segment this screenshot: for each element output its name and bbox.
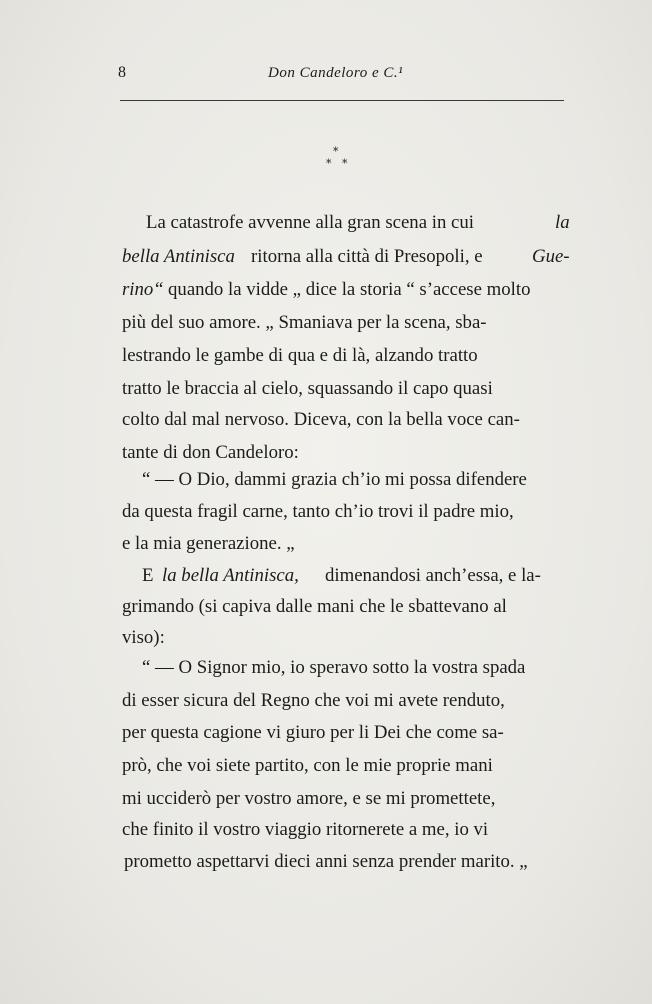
text-run: La catastrofe avvenne alla gran scena in cui [146, 212, 474, 233]
text-run: grimando (si capiva dalle mani che le sbattevano al [122, 596, 507, 617]
text-run: per questa cagione vi giuro per li Dei che come sa- [122, 722, 504, 743]
text-run: “ quando la vidde „ dice la storia “ s’accese molto [155, 279, 531, 300]
text-run-italic: rino [122, 279, 154, 300]
text-run: prò, che voi siete partito, con le mie proprie mani [122, 755, 493, 776]
header-rule [120, 100, 564, 101]
text-run: colto dal mal nervoso. Diceva, con la bella voce can- [122, 409, 520, 430]
asterism-star: * [333, 145, 339, 158]
text-run: di esser sicura del Regno che voi mi avete renduto, [122, 690, 505, 711]
text-run: “ — O Signor mio, io speravo sotto la vostra spada [142, 657, 526, 678]
asterism-star: * [342, 157, 348, 170]
asterism-ornament [318, 146, 358, 176]
text-run: E [142, 565, 154, 586]
text-run: da questa fragil carne, tanto ch’io trovi il padre mio, [122, 501, 514, 522]
text-run: che finito il vostro viaggio ritornerete a me, io vi [122, 819, 489, 840]
text-run: tante di don Candeloro: [122, 442, 299, 463]
text-run-italic: la bella Antinisca, [162, 565, 299, 586]
text-run: tratto le braccia al cielo, squassando il capo quasi [122, 378, 493, 399]
page-header [118, 64, 564, 86]
text-run-italic: Gue- [532, 246, 570, 267]
text-run: e la mia generazione. „ [122, 533, 295, 554]
text-run: mi ucciderò per vostro amore, e se mi promettete, [122, 788, 496, 809]
running-head: Don Candeloro e C.¹ [268, 65, 404, 81]
text-run: viso): [122, 627, 165, 648]
text-run: prometto aspettarvi dieci anni senza prender marito. „ [124, 851, 528, 872]
page-number: 8 [118, 64, 126, 81]
text-run: “ — O Dio, dammi grazia ch’io mi possa difendere [142, 469, 527, 490]
text-run-italic: bella Antinisca [122, 246, 235, 267]
text-run: ritorna alla città di Presopoli, e [251, 246, 483, 267]
text-run-italic: la [555, 212, 570, 233]
text-run: più del suo amore. „ Smaniava per la scena, sba- [122, 312, 487, 333]
asterism-star: * [326, 157, 332, 170]
text-run: dimenandosi anch’essa, e la- [325, 565, 541, 586]
text-run: lestrando le gambe di qua e di là, alzando tratto [122, 345, 478, 366]
